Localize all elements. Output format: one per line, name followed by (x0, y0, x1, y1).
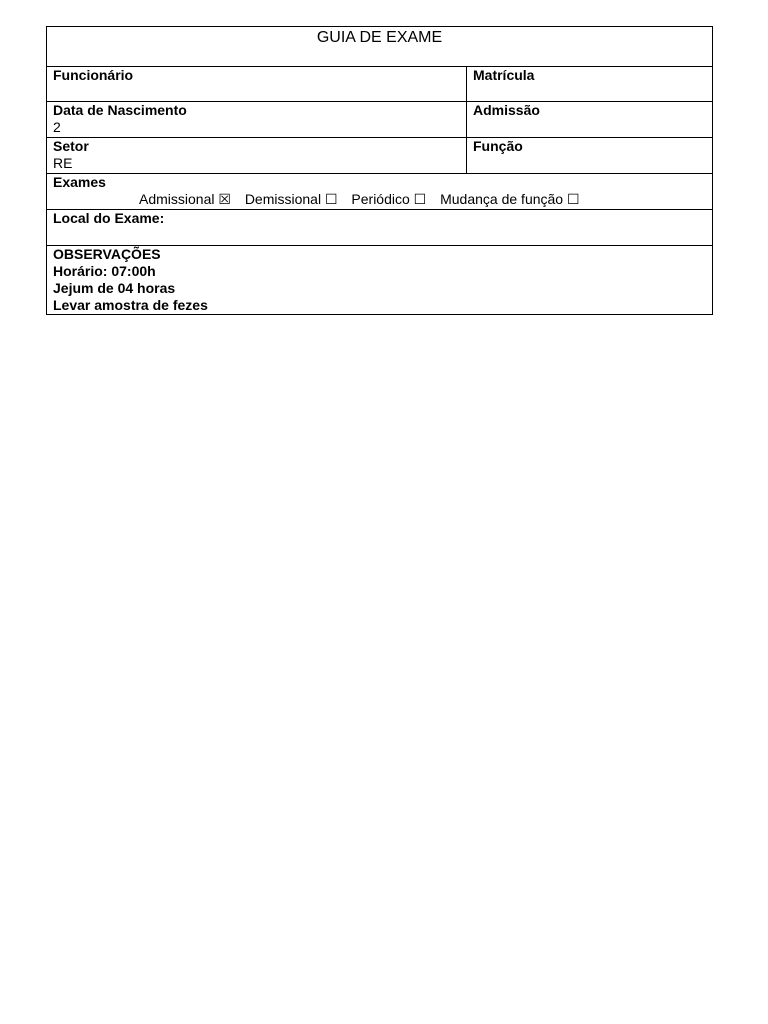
data-nascimento-cell (47, 102, 467, 138)
observacoes-heading: OBSERVAÇÕES (53, 246, 161, 262)
local-exame-cell (47, 210, 713, 246)
setor-value: RE (53, 155, 73, 171)
setor-cell (47, 138, 467, 174)
observacao-line: Jejum de 04 horas (53, 280, 176, 296)
exam-option-mudanca-funcao[interactable]: Mudança de função ☐ (440, 191, 580, 207)
observacoes-cell (47, 246, 713, 315)
matricula-cell (467, 67, 713, 102)
form-title-cell (47, 27, 713, 67)
exam-guide-form (46, 26, 713, 315)
exam-option-periodico[interactable]: Periódico ☐ (351, 191, 427, 207)
matricula-label: Matrícula (473, 67, 535, 83)
admissao-cell (467, 102, 713, 138)
funcionario-cell (47, 67, 467, 102)
admissao-label: Admissão (473, 102, 540, 118)
exam-type-options (53, 191, 706, 208)
exames-cell (47, 174, 713, 210)
exam-option-demissional[interactable]: Demissional ☐ (244, 191, 338, 207)
funcao-label: Função (473, 138, 523, 154)
funcao-cell (467, 138, 713, 174)
funcionario-label: Funcionário (53, 67, 134, 83)
local-exame-label: Local do Exame: (53, 210, 165, 226)
setor-label: Setor (53, 138, 89, 154)
form-title: GUIA DE EXAME (316, 29, 443, 46)
data-nascimento-label: Data de Nascimento (53, 102, 187, 118)
observacao-line: Horário: 07:00h (53, 263, 156, 279)
observacao-line: Levar amostra de fezes (53, 297, 208, 313)
exames-label: Exames (53, 174, 106, 190)
exam-option-admissional[interactable]: Admissional ☒ (139, 191, 231, 207)
data-nascimento-value: 2 (53, 119, 61, 135)
